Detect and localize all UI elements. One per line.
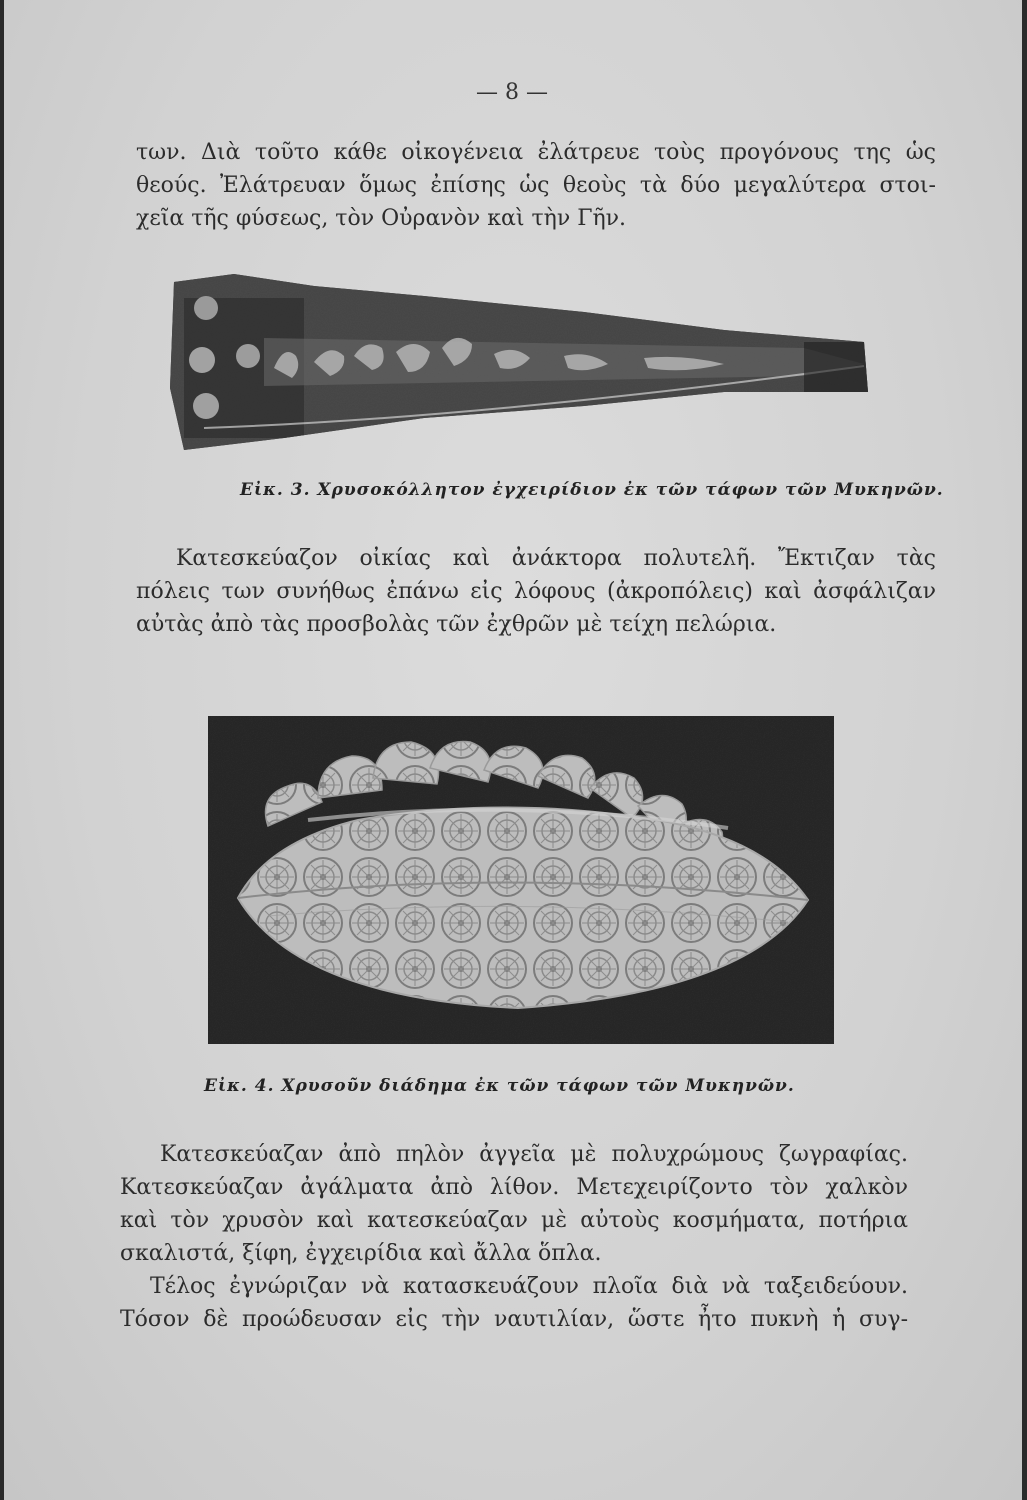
text-line: Κατεσκεύαζαν ἀγάλματα ἀπὸ λίθον. Μετεχειρίζοντο τὸν χαλκὸν [120, 1175, 908, 1200]
text-line: Κατεσκεύαζαν ἀπὸ πηλὸν ἀγγεῖα μὲ πολυχρώμους ζωγραφίας. [160, 1142, 908, 1167]
page-number: — 8 — [476, 80, 548, 105]
text-line: των. Διὰ τοῦτο κάθε οἰκογένεια ἐλάτρευε τοὺς προγόνους της ὡς [136, 140, 936, 165]
book-page [4, 0, 1022, 1500]
paragraph-3 [120, 1138, 908, 1270]
text-line: αὐτὰς ἀπὸ τὰς προσβολὰς τῶν ἐχθρῶν μὲ τείχη πελώρια. [136, 612, 777, 637]
paragraph-4 [120, 1270, 908, 1336]
text-line: χεῖα τῆς φύσεως, τὸν Οὐρανὸν καὶ τὴν Γῆν. [136, 206, 627, 231]
text-line: Κατεσκεύαζον οἰκίας καὶ ἀνάκτορα πολυτελῆ. Ἔκτιζαν τὰς [176, 546, 936, 571]
text-line: Τόσον δὲ προώδευσαν εἰς τὴν ναυτιλίαν, ὥστε ἦτο πυκνὴ ἡ συγ- [120, 1307, 908, 1332]
dagger-figure-image [164, 268, 876, 454]
text-line: Τέλος ἐγνώριζαν νὰ κατασκευάζουν πλοῖα διὰ νὰ ταξειδεύουν. [150, 1274, 908, 1299]
text-line: θεούς. Ἐλάτρευαν ὅμως ἐπίσης ὡς θεοὺς τὰ δύο μεγαλύτερα στοι- [136, 173, 936, 198]
figure-4-caption: Εἰκ. 4. Χρυσοῦν διάδημα ἐκ τῶν τάφων τῶν Μυκηνῶν. [204, 1076, 795, 1096]
paragraph-2 [136, 542, 936, 641]
diadem-figure-image [208, 716, 834, 1044]
text-line: πόλεις των συνήθως ἐπάνω εἰς λόφους (ἀκροπόλεις) καὶ ἀσφάλιζαν [136, 579, 936, 604]
text-line: καὶ τὸν χρυσὸν καὶ κατεσκεύαζαν μὲ αὐτοὺς κοσμήματα, ποτήρια [120, 1208, 908, 1233]
paragraph-1 [136, 136, 936, 235]
text-line: σκαλιστά, ξίφη, ἐγχειρίδια καὶ ἄλλα ὅπλα. [120, 1241, 602, 1266]
figure-3-caption: Εἰκ. 3. Χρυσοκόλλητον ἐγχειρίδιον ἐκ τῶν τάφων τῶν Μυκηνῶν. [240, 480, 944, 500]
